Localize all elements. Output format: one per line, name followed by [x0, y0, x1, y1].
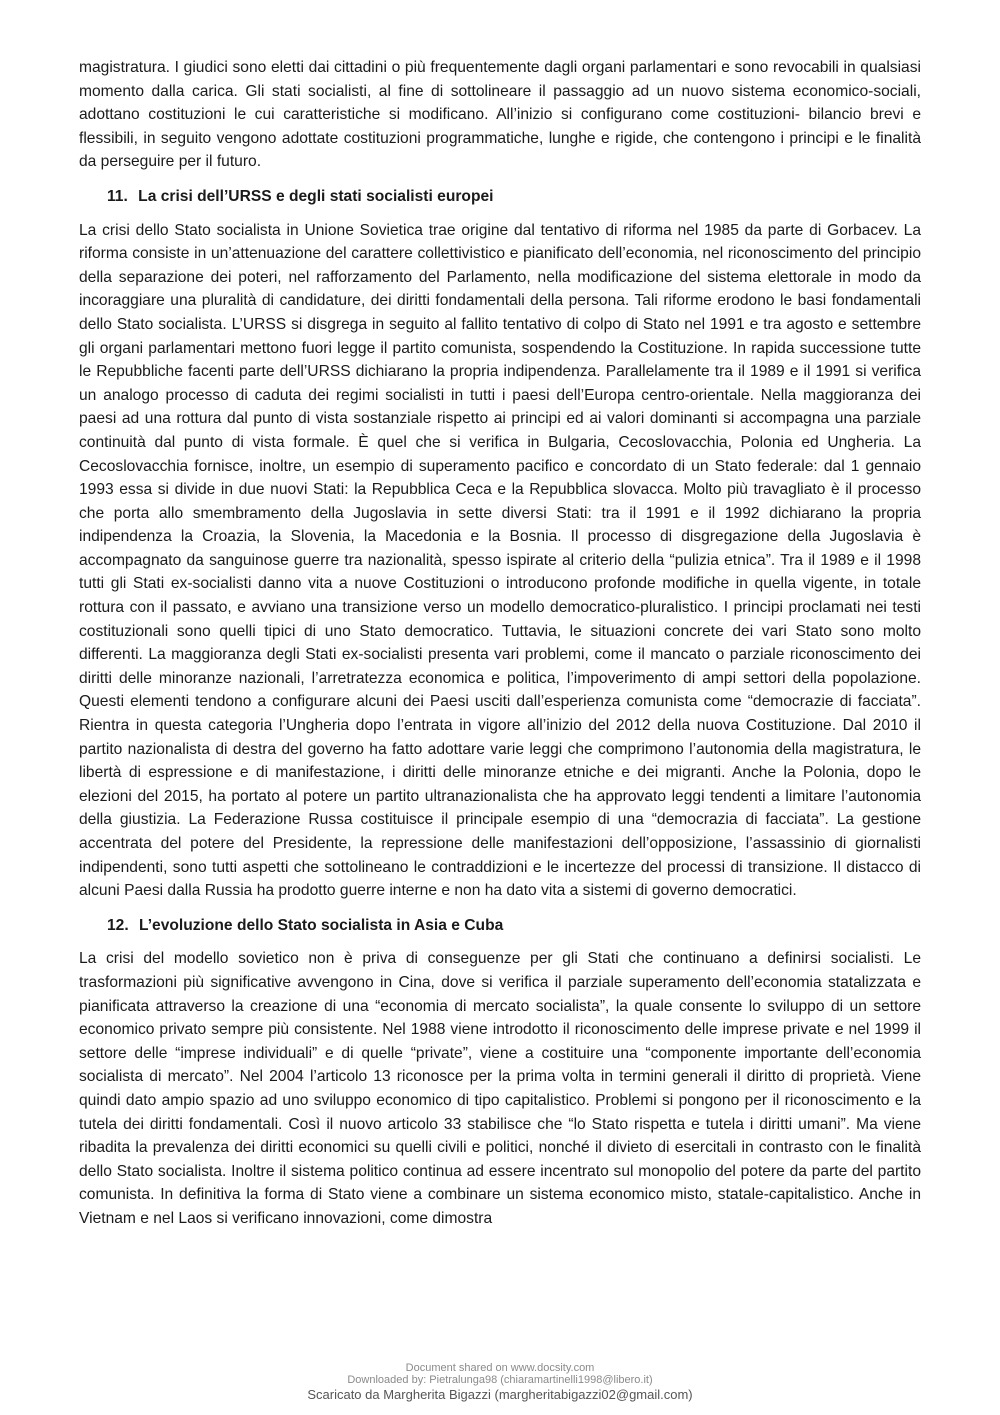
- section-12-text: La crisi del modello sovietico non è priva di conseguenze per gli Stati che continuano a definirsi socialisti. Le trasformazioni più significative avvengono in Cina, dove si verifica il parziale superamento dell’economia statalizzata e pianificata attraverso la creazione di una “economia di mercato socialista”, la quale consente lo sviluppo di un settore economico privato sempre più consistente. Nel 1988 viene introdotto il riconoscimento delle imprese private e nel 1999 il settore delle “imprese individuali” e di quelle “private”, viene a costituire una “componente importante dell’economia socialista di mercato”. Nel 2004 l’articolo 13 riconosce per la prima volta in termini generali il diritto di proprietà. Viene quindi dato ampio spazio ad uno sviluppo economico di tipo capitalistico. Problemi si pongono per il riconoscimento e la tutela dei diritti fondamentali. Così il nuovo articolo 33 stabilisce che “lo Stato rispetta e tutela i diritti umani”. Ma viene ribadita la prevalenza dei diritti economici su quelli civili e politici, nonché il divieto di esercitali in contrasto con le finalità dello Stato socialista. Inoltre il sistema politico continua ad essere incentrato sul monopolio del potere da parte del partito comunista. In definitiva la forma di Stato viene a combinare un sistema economico misto, statale-capitalistico. Anche in Vietnam e nel Laos si verificano innovazioni, come dimostra: [79, 950, 921, 1227]
- section-title: La crisi dell’URSS e degli stati socialisti europei: [138, 187, 494, 205]
- section-heading-12: [107, 914, 921, 938]
- section-number: 12.: [107, 916, 129, 934]
- section-11-text: La crisi dello Stato socialista in Unione Sovietica trae origine dal tentativo di riforma nel 1985 da parte di Gorbacev. La riforma consiste in un’attenuazione del carattere collettivistico e pianificato dell’economia, nel riconoscimento del principio della separazione dei poteri, nel rafforzamento del Parlamento, nella modificazione del sistema elettorale in modo da incoraggiare una pluralità di candidature, dei diritti fondamentali della persona. Tali riforme erodono le basi fondamentali dello Stato socialista. L’URSS si disgrega in seguito al fallito tentativo di colpo di Stato nel 1991 e tra agosto e settembre gli organi parlamentari mettono fuori legge il partito comunista, sospendendo la Costituzione. In rapida successione tutte le Repubbliche facenti parte dell’URSS dichiarano la propria indipendenza. Parallelamente tra il 1989 e il 1991 si verifica un analogo processo di caduta dei regimi socialisti in tutti i paesi dell’Europa centro-orientale. Nella maggioranza dei paesi ad una rottura dal punto di vista sostanziale rispetto ai principi ed ai valori dominanti si accompagna una parziale continuità dal punto di vista formale. È quel che si verifica in Bulgaria, Cecoslovacchia, Polonia ed Ungheria. La Cecoslovacchia fornisce, inoltre, un esempio di superamento pacifico e concordato di un Stato federale: dal 1 gennaio 1993 essa si divide in due nuovi Stati: la Repubblica Ceca e la Repubblica slovacca. Molto più travagliato è il processo che porta allo smembramento della Jugoslavia in sette diversi Stati: tra il 1991 e il 1992 dichiarano la propria indipendenza la Croazia, la Slovenia, la Macedonia e la Bosnia. Il processo di disgregazione della Jugoslavia è accompagnato da sanguinose guerre tra nazionalità, spesso ispirate al criterio della “pulizia etnica”. Tra il 1989 e il 1998 tutti gli Stati ex-socialisti danno vita a nuove Costituzioni o introducono profonde modifiche in quella vigente, in totale rottura con il passato, e avviano una transizione verso un modello democratico-pluralistico. I principi proclamati nei testi costituzionali sono quelli tipici di uno Stato democratico. Tuttavia, le situazioni concrete dei vari Stato sono molto differenti. La maggioranza degli Stati ex-socialisti presenta vari problemi, come il mancato o parziale riconoscimento dei diritti delle minoranze nazionali, l’arretratezza economica e politica, l’impoverimento di ampi settori della popolazione. Questi elementi tendono a configurare alcuni dei Paesi usciti dall’esperienza comunista come “democrazie di facciata”. Rientra in questa categoria l’Ungheria dopo l’entrata in vigore all’inizio del 2012 della nuova Costituzione. Dal 2010 il partito nazionalista di destra del governo ha fatto adottare varie leggi che comprimono l’autonomia della magistratura, le libertà di espressione e di manifestazione, i diritti delle minoranze etniche e dei migranti. Anche la Polonia, dopo le elezioni del 2015, ha portato al potere un partito ultranazionalista che ha approvato leggi tendenti a limitare l’autonomia della giustizia. La Federazione Russa costituisce il principale esempio di una “democrazia di facciata”. La gestione accentrata del potere del Presidente, la repressione delle manifestazioni dell’opposizione, l’assassinio di giornalisti indipendenti, sono tutti aspetti che sottolineano le contraddizioni e le incertezze del processi di transizione. Il distacco di alcuni Paesi dalla Russia ha prodotto guerre interne e non ha dato vita a sistemi di governo democratici.: [79, 221, 921, 900]
- footer-shared: Document shared on www.docsity.com: [405, 1362, 595, 1374]
- body-paragraph: magistratura. I giudici sono eletti dai cittadini o più frequentemente dagli organi parlamentari e sono revocabili in qualsiasi momento dalla carica. Gli stati socialisti, al fine di sottolineare il passaggio ad un nuovo sistema economico-sociali, adottano costituzioni le cui caratteristiche si modificano. All’inizio si configurano come costituzioni- bilancio brevi e flessibili, in seguito vengono adottate costituzioni programmatiche, lunghe e rigide, che contengono i principi e le finalità da perseguire per il futuro.: [79, 59, 921, 171]
- footer-downloaded: Downloaded by: Pietralunga98 (chiaramartinelli1998@libero.it): [347, 1374, 653, 1386]
- section-title: L’evoluzione dello Stato socialista in Asia e Cuba: [139, 916, 504, 934]
- section-number: 11.: [107, 187, 128, 205]
- section-heading-11: [107, 185, 921, 209]
- footer-scaricato: Scaricato da Margherita Bigazzi (margheritabigazzi02@gmail.com): [307, 1387, 693, 1402]
